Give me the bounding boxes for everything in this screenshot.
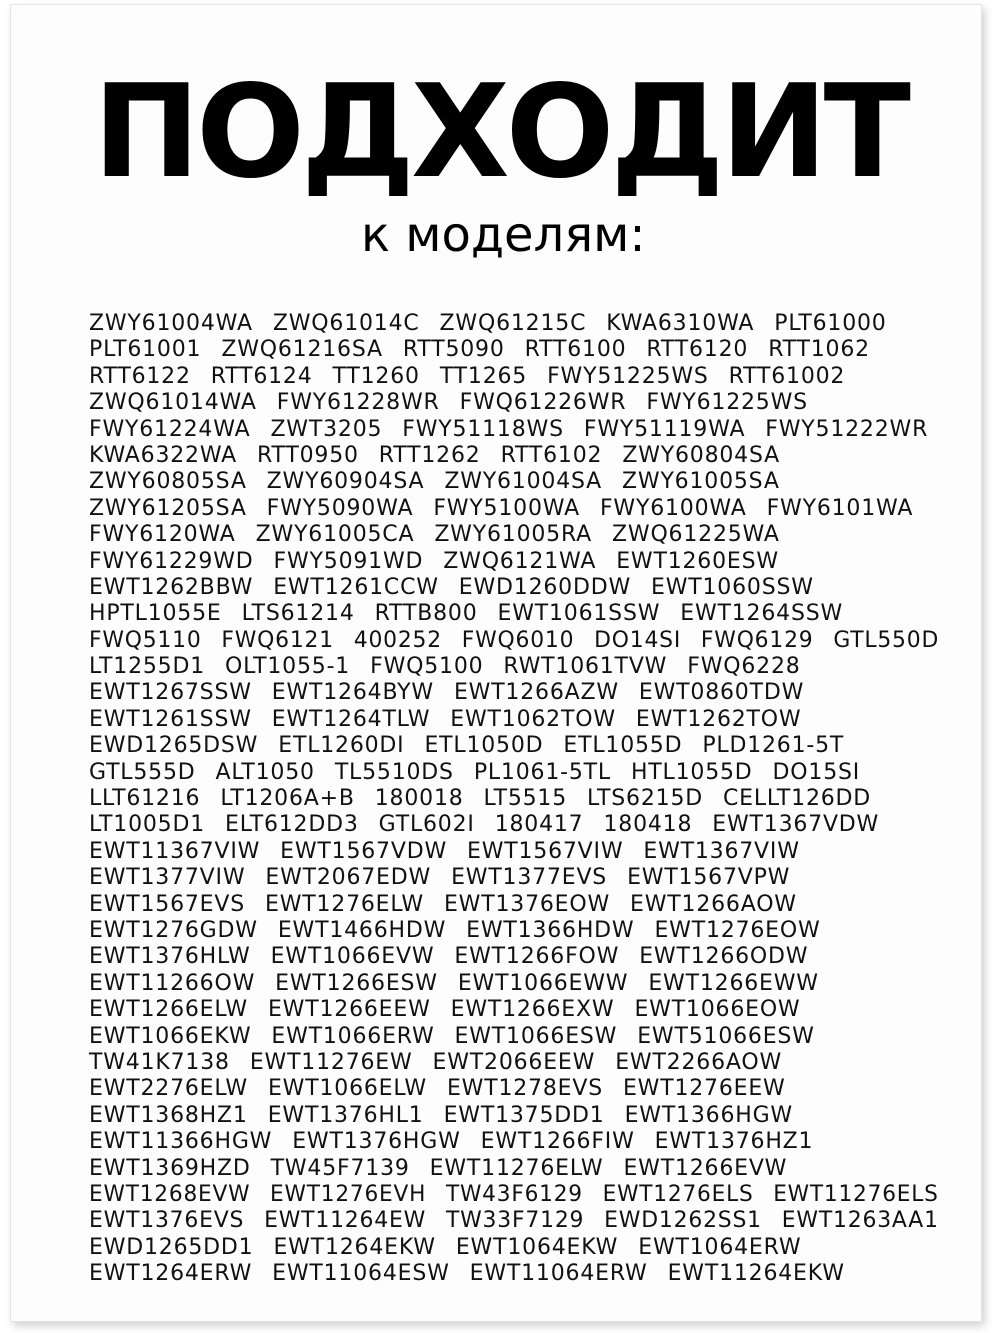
model-code: EWT1366HGW	[624, 1102, 793, 1128]
model-code: FWQ5110	[89, 627, 202, 653]
model-code: RTT5090	[402, 337, 505, 363]
model-code: EWT1376HLW	[89, 944, 251, 970]
model-line	[89, 1050, 949, 1076]
model-code: EWT1276ELW	[265, 891, 424, 917]
model-code: EWT1266ODW	[639, 944, 809, 970]
model-code: EWT1066ESW	[454, 1023, 618, 1049]
page-card	[10, 4, 982, 1322]
model-code: EWT1064EKW	[455, 1234, 619, 1260]
model-code: ELT612DD3	[225, 812, 359, 838]
model-code: EWT1375DD1	[443, 1102, 605, 1128]
model-line	[89, 707, 949, 733]
model-code: EWT1261CCW	[273, 574, 439, 600]
model-line	[89, 1156, 949, 1182]
model-code: EWT11064ESW	[272, 1261, 450, 1287]
model-code: FWQ6010	[461, 627, 575, 653]
model-code: EWT1264ERW	[89, 1261, 253, 1287]
model-code: ZWY61005CA	[255, 522, 415, 548]
model-code: EWT1266ELW	[89, 997, 248, 1023]
model-code: EWT1266EXW	[450, 997, 615, 1023]
model-code: LT5515	[483, 786, 568, 812]
model-code: EWT1066EWW	[457, 970, 629, 996]
model-code: FWY61225WS	[646, 390, 808, 416]
model-code: TW43F6129	[445, 1181, 583, 1207]
model-code: ZWQ6121WA	[443, 548, 597, 574]
model-code: EWT1466HDW	[277, 917, 447, 943]
model-code: ZWQ61014C	[272, 311, 420, 336]
model-line	[89, 892, 949, 918]
model-line	[89, 469, 949, 495]
model-list	[89, 311, 949, 1287]
model-code: FWY61229WD	[89, 548, 254, 574]
model-code: LLT61216	[89, 786, 201, 812]
model-code: EWT1268EVW	[89, 1181, 251, 1207]
model-code: EWT1266FOW	[454, 944, 620, 970]
model-code: FWQ5100	[370, 654, 484, 680]
model-code: EWT1266AOW	[630, 891, 797, 917]
model-code: FWY5091WD	[273, 548, 424, 574]
model-line	[89, 601, 949, 627]
model-code: EWT2266AOW	[615, 1049, 782, 1075]
model-line	[89, 522, 949, 548]
model-code: EWT1066EVW	[270, 944, 435, 970]
model-code: RTTB800	[374, 601, 478, 627]
model-code: ZWY60804SA	[622, 442, 780, 468]
model-line	[89, 839, 949, 865]
model-code: EWT1266ESW	[275, 970, 438, 996]
model-code: FWQ6121	[221, 627, 334, 653]
model-code: LT1255D1	[89, 654, 205, 680]
model-line	[89, 1208, 945, 1234]
model-code: DO14SI	[594, 627, 682, 653]
model-code: EWT0860TDW	[638, 680, 805, 706]
model-line	[89, 337, 949, 363]
model-code: RTT61002	[728, 363, 846, 389]
model-code: LT1206A+B	[220, 786, 355, 812]
model-line	[89, 575, 949, 601]
model-code: EWT1276EVH	[270, 1181, 427, 1207]
model-code: GTL550D	[833, 627, 940, 653]
model-code: EWT2276ELW	[89, 1076, 248, 1102]
model-code: EWT1261SSW	[89, 706, 252, 732]
model-line	[89, 997, 949, 1023]
model-code: EWT1264EKW	[273, 1234, 436, 1260]
model-code: 180417	[494, 812, 584, 838]
model-code: 400252	[353, 627, 442, 653]
model-code: EWT1276EOW	[654, 917, 821, 943]
model-code: EWD1260DDW	[458, 574, 632, 600]
model-code: EWT1276GDW	[89, 917, 258, 943]
model-code: TT1265	[439, 363, 528, 389]
model-line	[89, 390, 949, 416]
model-code: EWT2067EDW	[265, 865, 432, 891]
model-code: ETL1260DI	[278, 733, 405, 759]
model-code: FWY51222WR	[765, 416, 929, 442]
model-code: EWT1266FIW	[480, 1129, 635, 1155]
model-code: KWA6322WA	[89, 442, 238, 468]
model-code: EWT1060SSW	[651, 574, 814, 600]
model-code: ZWY61004SA	[444, 469, 603, 495]
model-code: EWD1265DD1	[89, 1234, 254, 1260]
model-code: EWT1262BBW	[89, 574, 254, 600]
model-code: EWT1368HZ1	[89, 1102, 248, 1128]
model-code: EWT1376HGW	[292, 1129, 461, 1155]
model-code: HTL1055D	[630, 759, 753, 785]
model-code: EWT1276ELS	[602, 1181, 754, 1207]
model-code: GTL555D	[89, 759, 196, 785]
model-code: EWT1367VIW	[643, 838, 800, 864]
model-code: EWT1369HZD	[89, 1155, 251, 1181]
model-code: FWQ61226WR	[459, 390, 627, 416]
model-code: FWY61228WR	[276, 390, 440, 416]
model-line	[89, 1103, 949, 1129]
model-code: EWT1062TOW	[450, 706, 616, 732]
model-code: DO15SI	[772, 759, 861, 785]
model-code: RTT0950	[257, 442, 359, 468]
model-line	[89, 865, 949, 891]
model-line	[89, 364, 949, 390]
model-line	[89, 918, 949, 944]
model-code: PLT61000	[774, 311, 887, 336]
model-code: RTT1062	[768, 337, 870, 363]
model-code: EWT1066EOW	[634, 997, 801, 1023]
model-code: PLT61001	[89, 337, 202, 363]
model-code: EWT1066EKW	[89, 1023, 252, 1049]
model-line	[89, 654, 949, 680]
model-code: FWY5090WA	[266, 495, 414, 521]
model-code: EWT1367VDW	[712, 812, 880, 838]
model-code: HPTL1055E	[89, 601, 222, 627]
model-code: EWT1567VPW	[627, 865, 791, 891]
model-code: EWT11264EW	[264, 1208, 427, 1234]
model-code: EWT1266EEW	[267, 997, 431, 1023]
model-code: EWD1265DSW	[89, 733, 259, 759]
model-code: EWT1376EVS	[89, 1208, 245, 1234]
model-code: ZWY60805SA	[89, 469, 247, 495]
model-code: ZWT3205	[270, 416, 383, 442]
model-code: ZWY61005RA	[434, 522, 593, 548]
model-code: TL5510DS	[334, 759, 454, 785]
page-subtitle: к моделям:	[361, 207, 646, 263]
model-code: LTS61214	[241, 601, 355, 627]
model-code: EWT51066ESW	[637, 1023, 815, 1049]
model-code: EWT1264BYW	[271, 680, 434, 706]
model-code: EWT11366HGW	[89, 1129, 273, 1155]
model-code: EWT1262TOW	[635, 706, 802, 732]
page-title: ПОДХОДИТ	[93, 58, 907, 207]
model-code: EWT1264TLW	[271, 706, 431, 732]
model-code: EWT1066ELW	[267, 1076, 427, 1102]
model-code: EWT1567EVS	[89, 891, 245, 917]
model-code: FWQ6129	[700, 627, 814, 653]
model-code: ZWQ61014WA	[89, 390, 257, 416]
model-code: ALT1050	[215, 759, 315, 785]
model-code: ZWQ61215C	[439, 311, 587, 336]
model-code: LT1005D1	[89, 812, 205, 838]
model-line	[89, 733, 949, 759]
model-code: EWT11276EW	[249, 1049, 413, 1075]
model-code: 180018	[374, 786, 464, 812]
model-code: EWT11264EKW	[667, 1261, 845, 1287]
model-code: EWT11276ELW	[429, 1155, 604, 1181]
model-code: KWA6310WA	[606, 311, 755, 336]
model-code: ETL1050D	[424, 733, 544, 759]
model-code: PLD1261-5T	[702, 733, 845, 759]
model-code: RTT6122	[89, 363, 191, 389]
model-code: EWT11064ERW	[469, 1261, 648, 1287]
model-code: FWY61224WA	[89, 416, 251, 442]
model-code: RWT1061TVW	[503, 654, 668, 680]
model-line	[89, 1235, 949, 1261]
model-line	[89, 971, 949, 997]
model-code: RTT6102	[500, 442, 603, 468]
model-line	[89, 1076, 949, 1102]
model-line	[89, 549, 949, 575]
model-code: FWY6101WA	[766, 495, 914, 521]
model-code: ZWY61205SA	[89, 495, 247, 521]
model-code: FWY6120WA	[89, 522, 236, 548]
model-code: ZWY61005SA	[622, 469, 780, 495]
model-code: EWT1266EVW	[623, 1155, 788, 1181]
model-line	[89, 760, 949, 786]
model-code: EWT1376HZ1	[654, 1129, 814, 1155]
model-code: EWT1066ERW	[271, 1023, 435, 1049]
model-line	[89, 1129, 949, 1155]
model-code: EWT1263AA1	[781, 1208, 939, 1234]
model-code: EWT1366HDW	[466, 917, 635, 943]
model-code: ZWY60904SA	[266, 469, 425, 495]
model-code: RTT1262	[378, 442, 481, 468]
model-code: EWT1567VIW	[467, 838, 624, 864]
model-line	[89, 628, 943, 654]
model-code: EWT1377VIW	[89, 865, 246, 891]
model-code: EWT1061SSW	[497, 601, 661, 627]
model-code: TW41K7138	[89, 1049, 230, 1075]
model-code: LTS6215D	[587, 786, 703, 812]
model-line	[89, 786, 949, 812]
model-code: EWT11266OW	[89, 970, 256, 996]
model-line	[89, 443, 949, 469]
model-code: ETL1055D	[563, 733, 683, 759]
model-code: OLT1055-1	[225, 654, 351, 680]
model-code: EWT1266AZW	[453, 680, 619, 706]
model-code: ZWQ61225WA	[612, 522, 780, 548]
model-code: ZWY61004WA	[89, 311, 253, 336]
model-code: TW45F7139	[270, 1155, 410, 1181]
model-line	[89, 1261, 949, 1287]
model-code: EWT1264SSW	[680, 601, 844, 627]
model-line	[89, 496, 949, 522]
model-code: RTT6100	[524, 337, 627, 363]
model-line	[89, 812, 949, 838]
model-code: EWD1262SS1	[604, 1208, 762, 1234]
model-code: ZWQ61216SA	[221, 337, 383, 363]
model-code: RTT6124	[210, 363, 313, 389]
model-code: RTT6120	[646, 337, 749, 363]
model-code: EWT1260ESW	[616, 548, 779, 574]
model-code: FWY51225WS	[547, 363, 709, 389]
model-code: FWY5100WA	[433, 495, 580, 521]
model-line	[89, 680, 949, 706]
model-line	[89, 417, 949, 443]
model-code: TT1260	[332, 363, 420, 389]
model-line	[89, 1024, 949, 1050]
model-code: EWT11367VIW	[89, 838, 261, 864]
model-code: EWT1377EVS	[451, 865, 608, 891]
model-code: EWT1267SSW	[89, 680, 252, 706]
model-code: EWT1276EEW	[622, 1076, 786, 1102]
model-code: TW33F7129	[445, 1208, 585, 1234]
model-code: FWY51118WS	[402, 416, 564, 442]
model-code: EWT2066EEW	[432, 1049, 596, 1075]
model-code: PL1061-5TL	[473, 759, 611, 785]
model-line	[89, 1181, 939, 1208]
model-code: EWT1567VDW	[280, 838, 447, 864]
model-code: EWT1278EVS	[446, 1076, 603, 1102]
model-code: EWT1376EOW	[443, 891, 611, 917]
model-code: EWT1266EWW	[648, 970, 819, 996]
model-line	[89, 311, 949, 337]
model-code: GTL602I	[378, 812, 475, 838]
model-code: CELLT126DD	[722, 786, 872, 812]
model-line	[89, 944, 949, 970]
model-code: FWY6100WA	[599, 495, 747, 521]
model-code: EWT1376HL1	[267, 1102, 424, 1128]
model-code: EWT11276ELS	[773, 1181, 939, 1207]
model-code: 180418	[603, 812, 693, 838]
model-code: FWQ6228	[687, 654, 801, 680]
model-code: EWT1064ERW	[638, 1234, 802, 1260]
model-code: FWY51119WA	[583, 416, 746, 442]
